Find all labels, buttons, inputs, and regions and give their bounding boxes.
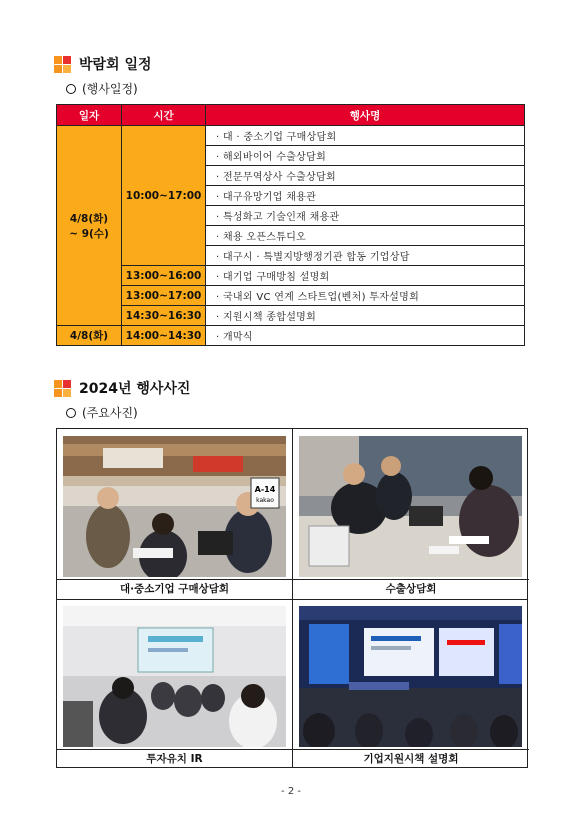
photo-purchase-consultation	[63, 436, 286, 577]
date-range: ~ 9(수)	[69, 227, 109, 240]
date-cell-last: 4/8(화)	[57, 326, 122, 346]
table-row	[57, 266, 525, 286]
booth-sign-sub: kakao	[256, 497, 274, 504]
event-item: · 국내외 VC 연계 스타트업(벤처) 투자설명회	[206, 286, 525, 306]
event-item: · 대구시 · 특별지방행정기관 합동 기업상담	[206, 246, 525, 266]
section-heading-photos	[54, 378, 190, 398]
subheading-photos	[66, 404, 138, 421]
event-item: · 특성화고 기술인재 채용관	[206, 206, 525, 226]
time-cell: 13:00~16:00	[122, 266, 206, 286]
section-heading-schedule	[54, 54, 152, 74]
circle-bullet-icon	[66, 408, 76, 418]
subheading-text: (주요사진)	[82, 406, 138, 420]
event-item: · 채용 오픈스튜디오	[206, 226, 525, 246]
page-number: - 2 -	[281, 786, 301, 797]
header-date: 일자	[57, 105, 122, 126]
header-time: 시간	[122, 105, 206, 126]
subheading-schedule	[66, 80, 138, 97]
photo-export-consultation	[299, 436, 522, 577]
photo-support-policy-briefing	[299, 606, 522, 747]
event-item: · 대구유망기업 채용관	[206, 186, 525, 206]
caption-support-policy-briefing: 기업지원시책 설명회	[293, 749, 529, 769]
table-row	[57, 286, 525, 306]
event-item: · 대 · 중소기업 구매상담회	[206, 126, 525, 146]
time-cell: 14:00~14:30	[122, 326, 206, 346]
table-row	[57, 326, 525, 346]
event-item: · 개막식	[206, 326, 525, 346]
event-item: · 지원시책 종합설명회	[206, 306, 525, 326]
date-main: 4/8(화)	[69, 212, 109, 225]
orange-square-bullet-icon	[54, 380, 71, 397]
event-item: · 해외바이어 수출상담회	[206, 146, 525, 166]
circle-bullet-icon	[66, 84, 76, 94]
section-title: 박람회 일정	[79, 57, 152, 73]
photo-investment-ir	[63, 606, 286, 747]
time-cell: 13:00~17:00	[122, 286, 206, 306]
caption-investment-ir: 투자유치 IR	[57, 749, 292, 769]
booth-sign-text: A-14	[254, 485, 276, 494]
section-title: 2024년 행사사진	[79, 381, 191, 397]
time-cell-main: 10:00~17:00	[122, 126, 206, 266]
date-cell-main	[57, 126, 122, 326]
caption-export-consultation: 수출상담회	[293, 579, 529, 599]
schedule-table	[56, 104, 525, 346]
table-row	[57, 126, 525, 146]
header-event: 행사명	[206, 105, 525, 126]
event-item: · 대기업 구매방침 설명회	[206, 266, 525, 286]
grid-divider	[57, 599, 527, 600]
table-header-row	[57, 105, 525, 126]
orange-square-bullet-icon	[54, 56, 71, 73]
caption-purchase-consultation: 대·중소기업 구매상담회	[57, 579, 292, 599]
table-row	[57, 306, 525, 326]
time-cell: 14:30~16:30	[122, 306, 206, 326]
event-item: · 전문무역상사 수출상담회	[206, 166, 525, 186]
subheading-text: (행사일정)	[82, 82, 138, 96]
photo-grid	[56, 428, 528, 768]
